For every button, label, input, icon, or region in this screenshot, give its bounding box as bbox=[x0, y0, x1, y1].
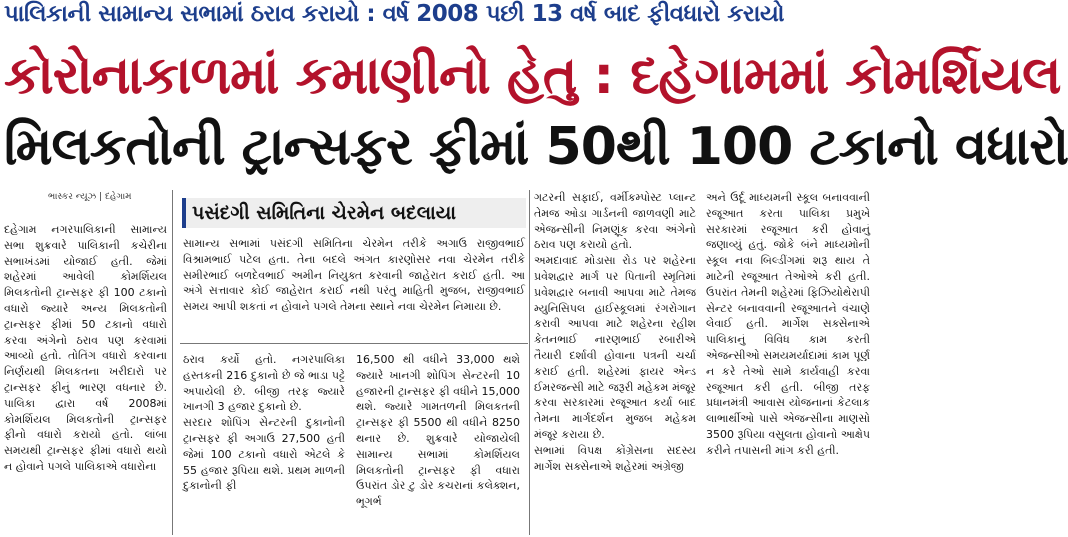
headline-line-1: કોરોનાકાળમાં કમાણીનો હેતુ : દહેગામમાં કોમર્શિયલ bbox=[4, 46, 1061, 106]
column-divider bbox=[172, 190, 173, 535]
byline: ભાસ્કર ન્યૂઝ | દહેગામ bbox=[48, 192, 132, 202]
kicker-headline: પાલિકાની સામાન્ય સભામાં ઠરાવ કરાયો : વર્ષ 2008 પછી 13 વર્ષ બાદ ફીવધારો કરાયો bbox=[4, 1, 785, 27]
column-divider bbox=[529, 190, 530, 535]
box-body: સામાન્ય સભામાં પસંદગી સમિતિના ચેરમેન તરીકે અગાઉ રાજીવભાઈ વિશ્રામભાઈ પટેલ હતા. તેના બદલે અંગત કારણોસર નવા ચેરમેન તરીકે સમીરભાઈ બળદેવભાઈ અમીન નિયુક્ત કરવાની જાહેરાત કરાઈ હતી. આ અંગે સત્તાવાર કોઈ જાહેરાત કરાઈ નથી પરંતુ માહિતી મુજબ, રાજીવભાઈ સમય આપી શકતાં ન હોવાને પગલે તેમના સ્થાને નવા ચેરમેન નિમાયા છે. bbox=[183, 237, 525, 314]
box-divider bbox=[180, 343, 528, 344]
headline-line-2: મિલકતોની ટ્રાન્સફર ફીમાં 50થી 100 ટકાનો વધારો bbox=[4, 117, 1068, 177]
article-column-4: ગટરની સફાઈ, વર્મીકમ્પોસ્ટ પ્લાન્ટ તેમજ ઓડા ગાર્ડનની જાળવણી માટે એજન્સીની નિમણૂંક કરવા અંગેનો ઠરાવ પણ કરાયો હતો. અમદાવાદ મોડાસા રોડ પર શહેરના પ્રવેશદ્વાર માર્ગ પર પિતાની સ્મૃતિમાં પ્રવેશદ્વાર બનાવી આપવા માટે તેમજ મ્યુનિસિપલ હાઈસ્કૂલમાં રંગરોગાન કરાવી આપવા માટે શહેરના રહીશ કેતનભાઈ નારણભાઈ રબારીએ તૈયારી દર્શાવી હોવાના પત્રની ચર્ચા કરાઈ હતી. શહેરમાં ફાયર એન્ડ ઈમરજન્સી માટે જરૂરી મહેકમ મંજૂર કરવા સરકારમાં રજૂઆત કર્યા બાદ તેમના માર્ગદર્શન મુજબ મહેકમ મંજૂર કરાયા છે. સભામાં વિપક્ષ કોંગ્રેસના સદસ્ય માર્ગેશ સક્સેનાએ શહેરમાં અંગ્રેજી bbox=[534, 191, 696, 473]
article-column-2: ઠરાવ કર્યો હતો. નગરપાલિકા હસ્તકની 216 દુકાનો છે જે ભાડા પટ્ટે અપાયેલી છે. બીજી તરફ જ્યારે ખાનગી 3 હજાર દુકાનો છે. સરદાર શોપિંગ સેન્ટરની દુકાનોની ટ્રાન્સફર ફી અગાઉ 27,500 હતી જેમાં 100 ટકાનો વધારો એટલે કે 55 હજાર રૂપિયા થશે. પ્રથમ માળની દુકાનોની ફી bbox=[183, 353, 345, 493]
article-column-5: અને ઉર્દૂ માધ્યમની સ્કૂલ બનાવવાની રજૂઆત કરતા પાલિકા પ્રમુખે સરકારમાં રજૂઆત કરી હોવાનું જણાવ્યું હતું. જોકે બંને માધ્યમોની સ્કૂલ નવા બિલ્ડીંગમાં શરૂ થાય તે માટેની રજૂઆત તેઓએ કરી હતી. ઉપરાંત તેમની શહેરમાં ફિઝિયોથેરાપી સેન્ટર બનાવવાની રજૂઆતને વંચાણે લેવાઈ હતી. માર્ગેશ સક્સેનાએ પાલિકાનું વિવિધ કામ કરતી એજન્સીઓ સમયમર્યાદામાં કામ પૂર્ણ ન કરે તેઓ સામે કાર્યવાહી કરવા રજૂઆત કરી હતી. બીજી તરફ પ્રધાનમંત્રી આવાસ યોજનાનાં કેટલાક લાભાર્થીઓ પાસે એજન્સીના માણસો 3500 રૂપિયા વસુલતા હોવાનો આક્ષેપ કરીને તપાસની માંગ કરી હતી. bbox=[706, 191, 870, 457]
article-column-3: 16,500 થી વધીને 33,000 થશે જ્યારે ખાનગી શોપિંગ સેન્ટરની 10 હજારની ટ્રાન્સફર ફી વધીને 15,000 થશે. જ્યારે ગામતળની મિલકતની ટ્રાન્સફર ફી 5500 થી વધીને 8250 થનાર છે. શુક્રવારે યોજાયેલી સામાન્ય સભામાં કોમર્શિયલ મિલકતોની ટ્રાન્સફર ફી વધારા ઉપરાંત ડોર ટુ ડોર કચરાનાં કલેક્શન, ભૂગર્ભ bbox=[356, 353, 520, 509]
article-column-1: દહેગામ નગરપાલિકાની સામાન્ય સભા શુક્રવારે પાલિકાની કચેરીના સભાખંડમાં યોજાઈ હતી. જેમાં શહેરમાં આવેલી કોમર્શિયલ મિલકતોની ટ્રાન્સફર ફી 100 ટકાનો વધારો જ્યારે અન્ય મિલકતોની ટ્રાન્સફર ફીમાં 50 ટકાનો વધારો કરવા અંગેનો ઠરાવ પણ કરવામાં આવ્યો હતો. તોતિંગ વધારો કરવાના નિર્ણયથી મિલકતના ખરીદારો પર ટ્રાન્સફર ફીનું ભારણ વધનાર છે. પાલિકા દ્વારા વર્ષ 2008માં કોમર્શિયલ મિલકતોની ટ્રાન્સફર ફીનો વધારો કરાયો હતો. લાંબા સમયથી ટ્રાન્સફર ફીમાં વધારો થયો ન હોવાને પગલે પાલિકાએ વધારોના bbox=[4, 223, 167, 473]
box-heading: પસંદગી સમિતિના ચેરમેન બદલાયા bbox=[182, 198, 526, 228]
